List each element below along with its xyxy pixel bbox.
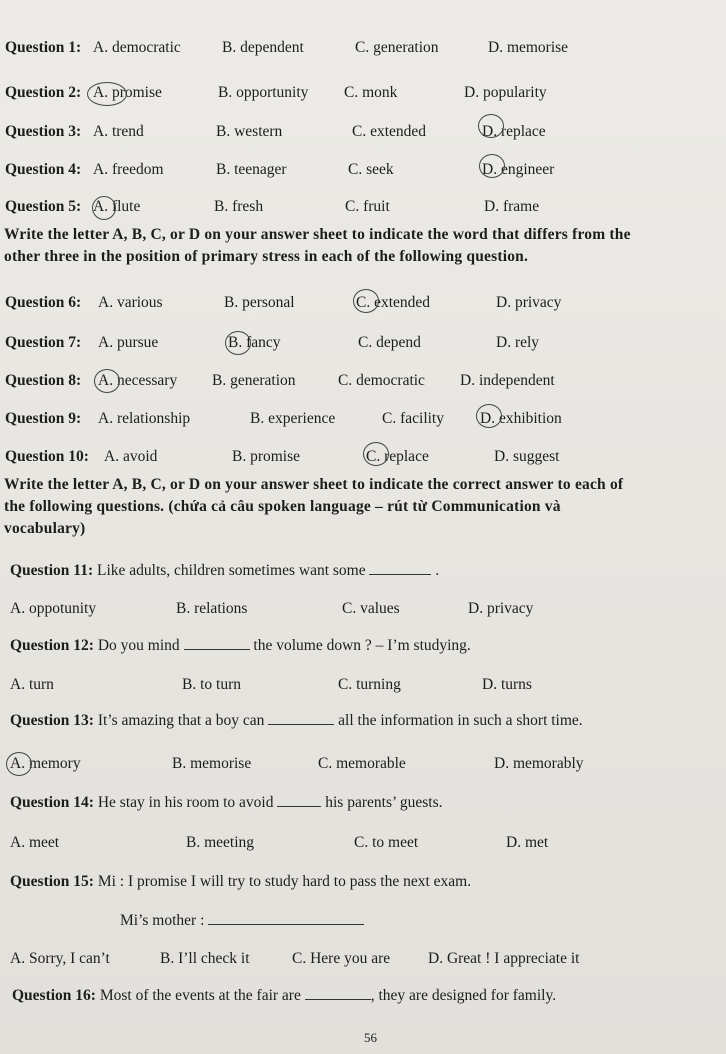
option-d: D. memorably bbox=[494, 755, 584, 772]
stem-text: the volume down ? – I’m studying. bbox=[249, 637, 471, 654]
question-11-options bbox=[0, 600, 726, 624]
option-c: C. memorable bbox=[318, 755, 406, 772]
answer-circle bbox=[479, 154, 505, 178]
instruction-line: Write the letter A, B, C, or D on your answer sheet to indicate the correct answer to each of bbox=[4, 476, 624, 493]
option-a: A. necessary bbox=[98, 372, 178, 389]
option-c: C. depend bbox=[358, 334, 421, 351]
answer-circle bbox=[476, 404, 502, 428]
option-a: A. flute bbox=[93, 198, 141, 215]
option-c: C. extended bbox=[352, 123, 427, 140]
stem-text: He stay in his room to avoid bbox=[93, 794, 278, 811]
answer-blank bbox=[184, 637, 250, 650]
option-c: C. democratic bbox=[338, 372, 425, 389]
question-1 bbox=[0, 39, 726, 63]
stem-text: all the information in such a short time. bbox=[334, 712, 583, 729]
option-d: D. memorise bbox=[488, 39, 569, 56]
stem-text: It’s amazing that a boy can bbox=[93, 712, 269, 729]
option-a: A. democratic bbox=[93, 39, 181, 56]
question-14-stem bbox=[10, 794, 442, 812]
option-b: B. fresh bbox=[214, 198, 264, 215]
option-d: D. replace bbox=[482, 123, 546, 140]
option-d: D. exhibition bbox=[480, 410, 562, 427]
question-label: Question 7: bbox=[5, 334, 82, 351]
question-3 bbox=[0, 123, 726, 147]
option-d: D. privacy bbox=[496, 294, 562, 311]
option-d: D. frame bbox=[484, 198, 540, 215]
question-9 bbox=[0, 410, 726, 434]
option-d: D. Great ! I appreciate it bbox=[428, 950, 580, 967]
question-13-options bbox=[0, 755, 726, 779]
option-b: B. dependent bbox=[222, 39, 304, 56]
option-b: B. western bbox=[216, 123, 283, 140]
option-a: A. promise bbox=[93, 84, 162, 101]
option-a: A. freedom bbox=[93, 161, 164, 178]
answer-blank bbox=[369, 562, 431, 575]
option-b: B. teenager bbox=[216, 161, 287, 178]
question-15-options bbox=[0, 950, 726, 974]
question-7 bbox=[0, 334, 726, 358]
question-16-stem bbox=[12, 987, 556, 1005]
instruction-line: vocabulary) bbox=[4, 520, 86, 537]
question-label: Question 9: bbox=[5, 410, 82, 427]
question-12-options bbox=[0, 676, 726, 700]
answer-circle bbox=[478, 114, 504, 138]
option-a: A. pursue bbox=[98, 334, 159, 351]
question-13-stem bbox=[10, 712, 583, 730]
question-label: Question 8: bbox=[5, 372, 82, 389]
question-label: Question 12: bbox=[10, 637, 94, 654]
option-a: A. memory bbox=[10, 755, 81, 772]
option-c: C. values bbox=[342, 600, 400, 617]
stem-text: Most of the events at the fair are bbox=[95, 987, 305, 1004]
option-b: B. opportunity bbox=[218, 84, 309, 101]
question-label: Question 10: bbox=[5, 448, 89, 465]
option-d: D. privacy bbox=[468, 600, 534, 617]
option-b: B. memorise bbox=[172, 755, 252, 772]
option-b: B. promise bbox=[232, 448, 301, 465]
option-c: C. replace bbox=[366, 448, 429, 465]
option-a: A. Sorry, I can’t bbox=[10, 950, 110, 967]
option-a: A. trend bbox=[93, 123, 144, 140]
instruction-stress bbox=[4, 224, 719, 268]
option-b: B. fancy bbox=[228, 334, 281, 351]
answer-blank bbox=[305, 987, 371, 1000]
option-c: C. turning bbox=[338, 676, 401, 693]
page-number: 56 bbox=[364, 1030, 377, 1045]
question-14-options bbox=[0, 834, 726, 858]
option-b: B. personal bbox=[224, 294, 295, 311]
question-label: Question 1: bbox=[5, 39, 82, 56]
answer-circle bbox=[94, 369, 120, 393]
option-a: A. avoid bbox=[104, 448, 158, 465]
question-label: Question 15: bbox=[10, 873, 94, 890]
option-a: A. oppotunity bbox=[10, 600, 97, 617]
question-label: Question 6: bbox=[5, 294, 82, 311]
option-a: A. relationship bbox=[98, 410, 191, 427]
option-d: D. popularity bbox=[464, 84, 547, 101]
option-c: C. extended bbox=[356, 294, 431, 311]
option-c: C. monk bbox=[344, 84, 398, 101]
question-label: Question 11: bbox=[10, 562, 94, 579]
question-label: Question 4: bbox=[5, 161, 82, 178]
option-d: D. independent bbox=[460, 372, 555, 389]
stem-text: , they are designed for family. bbox=[370, 987, 557, 1004]
question-label: Question 16: bbox=[12, 987, 96, 1004]
option-d: D. engineer bbox=[482, 161, 555, 178]
option-d: D. rely bbox=[496, 334, 540, 351]
question-label: Question 2: bbox=[5, 84, 82, 101]
option-c: C. generation bbox=[355, 39, 439, 56]
question-label: Question 13: bbox=[10, 712, 94, 729]
option-d: D. met bbox=[506, 834, 549, 851]
instruction-line: Write the letter A, B, C, or D on your answer sheet to indicate the word that differs from the bbox=[4, 226, 631, 243]
option-c: C. facility bbox=[382, 410, 444, 427]
option-b: B. meeting bbox=[186, 834, 255, 851]
option-b: B. I’ll check it bbox=[160, 950, 250, 967]
stem-text: Like adults, children sometimes want some bbox=[93, 562, 370, 579]
question-12-stem bbox=[10, 637, 471, 655]
question-11-stem bbox=[10, 562, 439, 580]
option-d: D. turns bbox=[482, 676, 532, 693]
question-label: Question 14: bbox=[10, 794, 94, 811]
question-15-reply bbox=[120, 912, 364, 930]
question-label: Question 5: bbox=[5, 198, 82, 215]
option-c: C. Here you are bbox=[292, 950, 391, 967]
answer-blank bbox=[208, 912, 364, 925]
instruction-answer bbox=[4, 474, 719, 540]
stem-text: his parents’ guests. bbox=[321, 794, 443, 811]
answer-circle bbox=[6, 752, 32, 776]
reply-speaker: Mi’s mother : bbox=[120, 912, 209, 929]
option-c: C. seek bbox=[348, 161, 394, 178]
instruction-line: the following questions. (chứa cả câu spoken language – rút từ Communication và bbox=[4, 498, 561, 515]
answer-circle bbox=[353, 289, 379, 313]
instruction-line: other three in the position of primary stress in each of the following question. bbox=[4, 248, 529, 265]
answer-circle bbox=[225, 331, 251, 355]
option-b: B. relations bbox=[176, 600, 248, 617]
question-4 bbox=[0, 161, 726, 185]
option-b: B. generation bbox=[212, 372, 296, 389]
stem-text: Do you mind bbox=[93, 637, 184, 654]
question-label: Question 3: bbox=[5, 123, 82, 140]
option-d: D. suggest bbox=[494, 448, 560, 465]
option-b: B. to turn bbox=[182, 676, 241, 693]
option-b: B. experience bbox=[250, 410, 336, 427]
option-a: A. meet bbox=[10, 834, 60, 851]
option-c: C. fruit bbox=[345, 198, 390, 215]
stem-text: . bbox=[431, 562, 440, 579]
answer-circle bbox=[363, 442, 389, 466]
answer-blank bbox=[268, 712, 334, 725]
answer-circle bbox=[87, 82, 127, 106]
question-15-stem bbox=[10, 873, 471, 891]
option-c: C. to meet bbox=[354, 834, 419, 851]
option-a: A. turn bbox=[10, 676, 54, 693]
answer-blank bbox=[277, 794, 321, 807]
answer-circle bbox=[92, 196, 116, 220]
option-a: A. various bbox=[98, 294, 163, 311]
stem-text: Mi : I promise I will try to study hard to pass the next exam. bbox=[93, 873, 472, 890]
